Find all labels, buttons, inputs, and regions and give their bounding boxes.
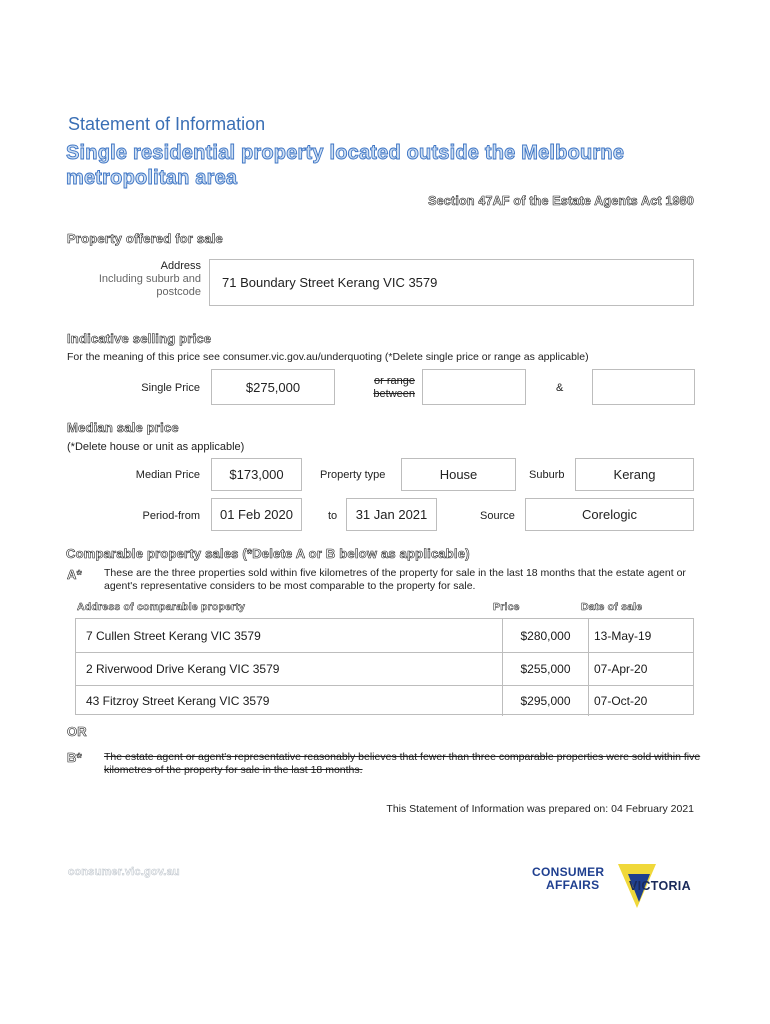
indicative-heading: Indicative selling price <box>67 331 212 346</box>
col-date-header: Date of sale <box>581 601 643 613</box>
median-price-label: Median Price <box>135 469 200 481</box>
row-address: 2 Riverwood Drive Kerang VIC 3579 <box>76 653 503 685</box>
period-to-label: to <box>328 510 338 522</box>
option-b-marker: B* <box>67 750 82 765</box>
or-label: OR <box>67 724 87 739</box>
range-label-line-2: between <box>373 388 415 400</box>
logo-line-consumer: CONSUMER <box>532 865 605 879</box>
option-b-text: The estate agent or agent's representative reasonably believes that fewer than three comparable properties were sold within five kilometres of the property for sale in the last 18 months. <box>104 751 701 776</box>
address-field[interactable]: 71 Boundary Street Kerang VIC 3579 <box>209 259 694 306</box>
logo-text-block <box>532 866 604 892</box>
col-price-header: Price <box>493 601 520 613</box>
section-reference: Section 47AF of the Estate Agents Act 1980 <box>428 194 694 208</box>
document-heading: Single residential property located outside the Melbourne metropolitan area <box>66 142 625 189</box>
and-label: & <box>556 382 564 394</box>
row-price: $295,000 <box>503 686 589 716</box>
property-heading: Property offered for sale <box>67 231 223 246</box>
range-low-field[interactable] <box>422 369 526 405</box>
median-note: (*Delete house or unit as applicable) <box>67 441 245 453</box>
indicative-note: For the meaning of this price see consumer.vic.gov.au/underquoting (*Delete single price or range as applicable) <box>67 351 589 363</box>
option-a-marker: A* <box>67 567 82 582</box>
period-to-field[interactable]: 31 Jan 2021 <box>346 498 437 531</box>
row-date: 13-May-19 <box>594 628 652 643</box>
prepared-date: This Statement of Information was prepared on: 04 February 2021 <box>386 803 694 815</box>
row-price: $255,000 <box>503 653 589 685</box>
table-row <box>76 619 693 653</box>
row-price: $280,000 <box>503 619 589 652</box>
comparable-heading: Comparable property sales (*Delete A or B below as applicable) <box>66 546 470 561</box>
single-price-label: Single Price <box>141 382 200 394</box>
table-row <box>76 653 693 686</box>
source-field[interactable]: Corelogic <box>525 498 694 531</box>
row-date: 07-Apr-20 <box>594 662 648 676</box>
address-sublabel-1: Including suburb and <box>98 273 201 285</box>
property-type-label: Property type <box>320 469 386 481</box>
address-sublabel-2: postcode <box>156 286 201 298</box>
property-type-field[interactable]: House <box>401 458 516 491</box>
table-row <box>76 686 693 716</box>
source-label: Source <box>480 510 515 522</box>
row-address: 7 Cullen Street Kerang VIC 3579 <box>76 619 503 652</box>
consumer-affairs-logo <box>532 864 702 914</box>
row-address: 43 Fitzroy Street Kerang VIC 3579 <box>76 686 503 716</box>
range-label <box>350 375 415 401</box>
period-from-label: Period-from <box>142 510 200 522</box>
document-title: Statement of Information <box>68 114 266 134</box>
address-label-group <box>80 260 201 299</box>
footer-url[interactable]: consumer.vic.gov.au <box>68 866 180 878</box>
address-label: Address <box>160 260 201 272</box>
period-from-field[interactable]: 01 Feb 2020 <box>211 498 302 531</box>
suburb-label: Suburb <box>529 469 565 481</box>
single-price-field[interactable]: $275,000 <box>211 369 335 405</box>
median-heading: Median sale price <box>67 420 179 435</box>
logo-line-victoria: VICTORIA <box>629 879 691 893</box>
option-a-text: These are the three properties sold within five kilometres of the property for sale in the last 18 months that the estate agent or agent's representative considers to be most comparable to the property for sale. <box>104 567 686 592</box>
logo-line-affairs: AFFAIRS <box>546 878 600 892</box>
comparable-table <box>75 618 694 715</box>
median-price-field[interactable]: $173,000 <box>211 458 302 491</box>
row-date: 07-Oct-20 <box>594 694 648 708</box>
suburb-field[interactable]: Kerang <box>575 458 694 491</box>
range-high-field[interactable] <box>592 369 695 405</box>
col-address-header: Address of comparable property <box>77 601 246 613</box>
range-label-line-1: or range <box>374 375 415 387</box>
